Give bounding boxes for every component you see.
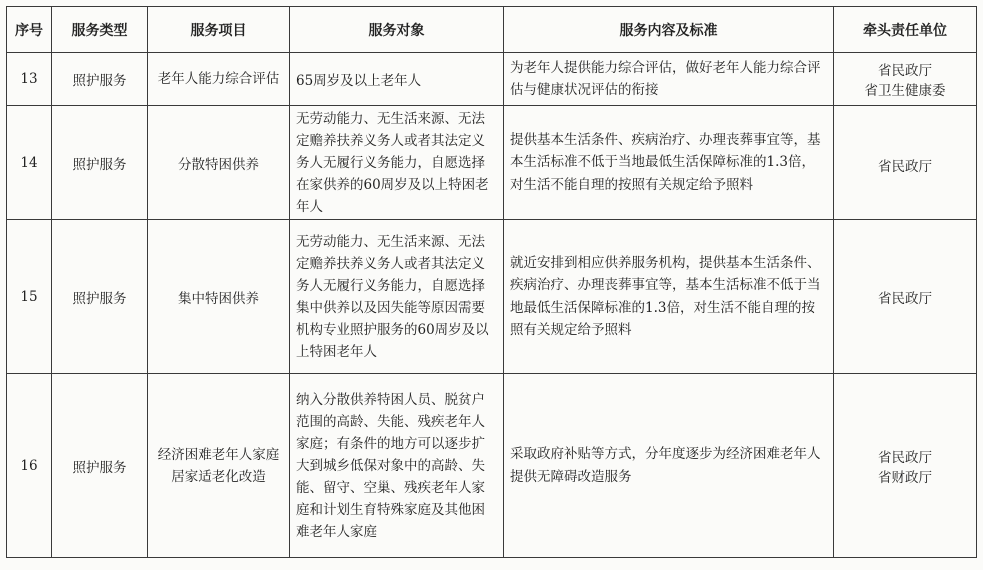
elderly-services-table [6, 6, 977, 558]
cell-no: 14 [7, 106, 52, 220]
lead-unit-name: 省民政厅 [878, 290, 932, 307]
service-item-text: 经济困难老年人家庭居家适老化改造 [157, 446, 280, 485]
table-row [7, 220, 977, 374]
cell-service-target [290, 106, 504, 220]
table-row [7, 106, 977, 220]
service-target-text: 无劳动能力、无生活来源、无法定赡养扶养义务人或者其法定义务人无履行义务能力，自愿选择集中供养以及因失能等原因需要机构专业照护服务的60周岁及以上特困老年人 [296, 233, 489, 360]
cell-lead-unit [834, 53, 977, 106]
header-no: 序号 [7, 7, 52, 53]
cell-service-type: 照护服务 [52, 106, 148, 220]
table-header-row [7, 7, 977, 53]
lead-unit-name: 省财政厅 [878, 469, 932, 486]
lead-unit-name: 省民政厅 [878, 449, 932, 466]
cell-service-content [504, 53, 834, 106]
table-row [7, 374, 977, 558]
cell-service-type: 照护服务 [52, 374, 148, 558]
cell-no: 15 [7, 220, 52, 374]
cell-lead-unit [834, 374, 977, 558]
cell-no: 16 [7, 374, 52, 558]
service-item-text: 老年人能力综合评估 [157, 71, 280, 87]
service-target-text: 纳入分散供养特困人员、脱贫户范围的高龄、失能、残疾老年人家庭；有条件的地方可以逐步扩大到城乡低保对象中的高龄、失能、留守、空巢、残疾老年人家庭和计划生育特殊家庭及其他困难老年人家庭 [296, 391, 485, 540]
header-lead-unit: 牵头责任单位 [834, 7, 977, 53]
service-target-text: 无劳动能力、无生活来源、无法定赡养扶养义务人或者其法定义务人无履行义务能力，自愿选择在家供养的60周岁及以上特困老年人 [296, 110, 489, 215]
table-row [7, 53, 977, 106]
header-service-item: 服务项目 [148, 7, 290, 53]
cell-service-content [504, 374, 834, 558]
service-content-text: 就近安排到相应供养服务机构，提供基本生活条件、疾病治疗、办理丧葬事宜等，基本生活标准不低于当地最低生活保障标准的1.3倍，对生活不能自理的按照有关规定给予照料 [510, 254, 821, 338]
cell-service-item [148, 374, 290, 558]
header-service-type: 服务类型 [52, 7, 148, 53]
lead-unit-name: 省民政厅 [878, 63, 932, 79]
cell-service-target [290, 374, 504, 558]
cell-service-item: 分散特困供养 [148, 106, 290, 220]
service-content-text: 提供基本生活条件、疾病治疗、办理丧葬事宜等，基本生活标准不低于当地最低生活保障标准的1.3倍，对生活不能自理的按照有关规定给予照料 [510, 131, 821, 193]
cell-service-content [504, 106, 834, 220]
cell-service-item: 集中特困供养 [148, 220, 290, 374]
service-content-text: 为老年人提供能力综合评估，做好老年人能力综合评估与健康状况评估的衔接 [510, 60, 821, 98]
header-service-target: 服务对象 [290, 7, 504, 53]
cell-service-content [504, 220, 834, 374]
cell-service-type: 照护服务 [52, 53, 148, 106]
header-service-content: 服务内容及标准 [504, 7, 834, 53]
cell-service-item [148, 53, 290, 106]
service-content-text: 采取政府补贴等方式，分年度逐步为经济困难老年人提供无障碍改造服务 [510, 446, 821, 485]
cell-no: 13 [7, 53, 52, 106]
cell-service-target [290, 220, 504, 374]
cell-lead-unit [834, 106, 977, 220]
cell-service-type: 照护服务 [52, 220, 148, 374]
cell-service-target: 65周岁及以上老年人 [290, 53, 504, 106]
lead-unit-name: 省卫生健康委 [864, 83, 946, 99]
cell-lead-unit [834, 220, 977, 374]
lead-unit-name: 省民政厅 [878, 158, 932, 175]
